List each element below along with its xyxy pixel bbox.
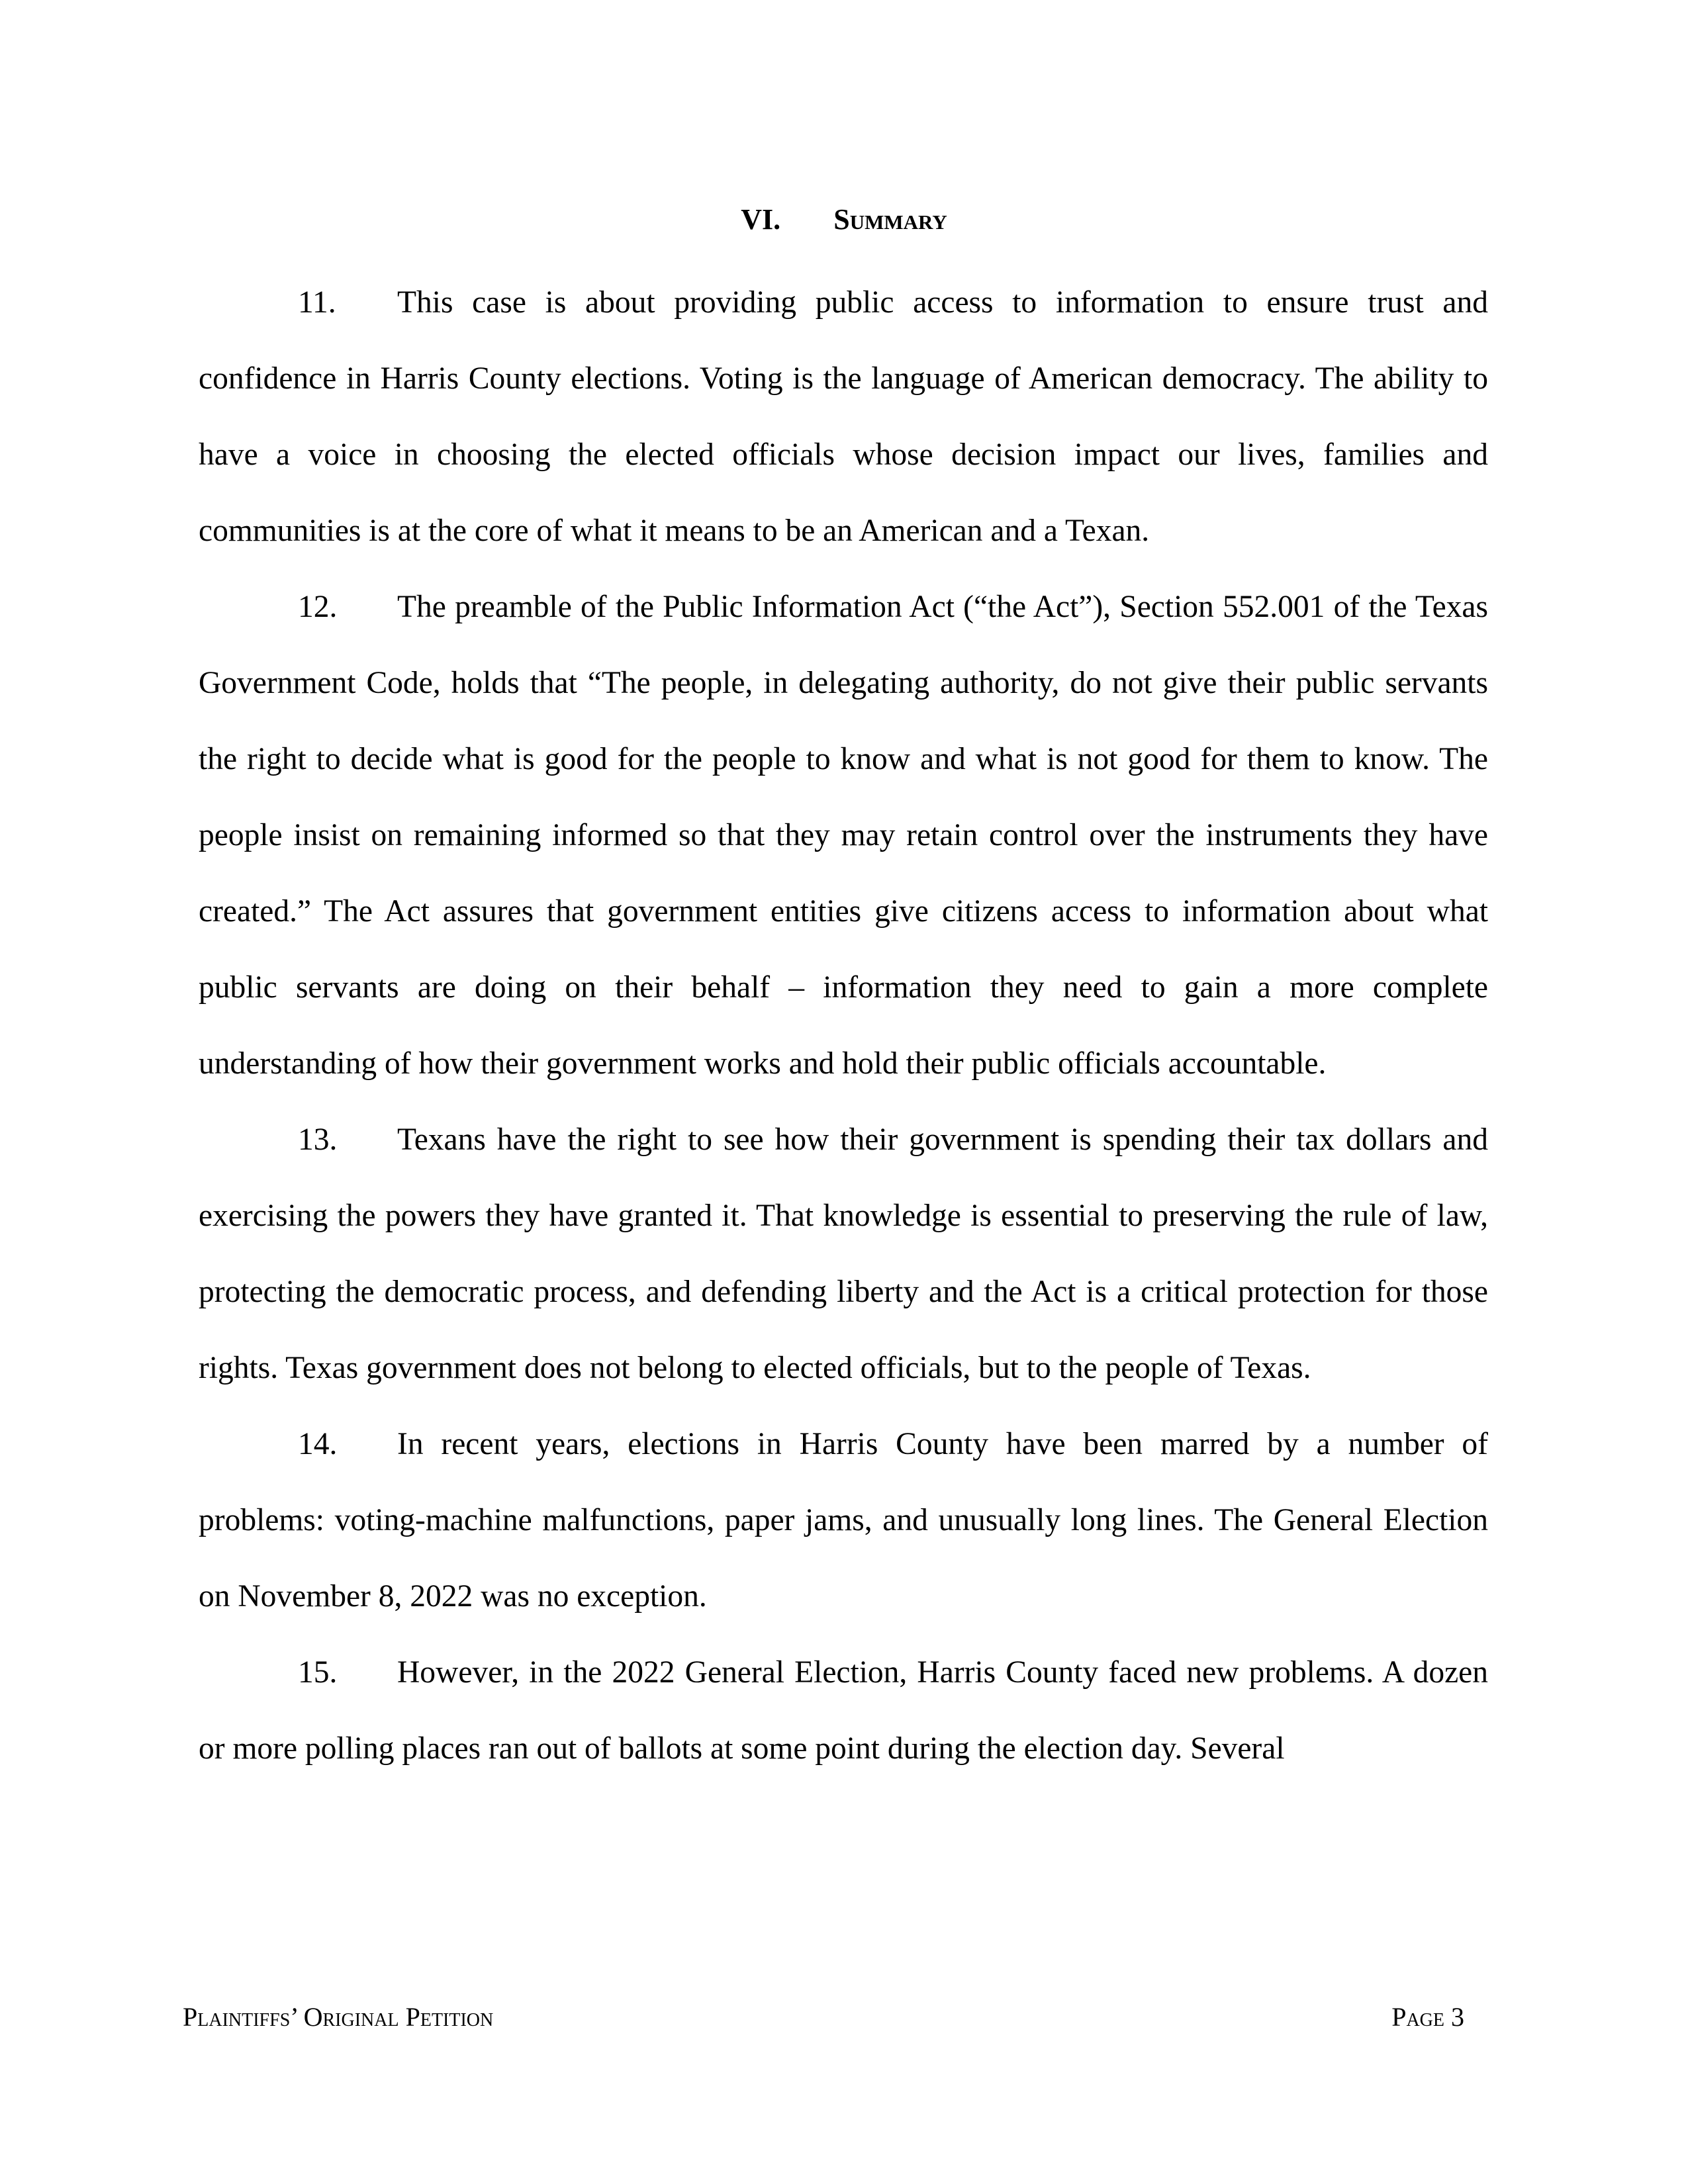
paragraph-text: In recent years, elections in Harris County have been marred by a number of problems: voting-machine malfunctions, paper jams, and unusually long lines. The General Election on November 8, 2022 was no exception.: [199, 1427, 1488, 1614]
section-heading: [0, 196, 1688, 244]
paragraph-14: [199, 1406, 1488, 1635]
paragraph-number: 13.: [298, 1122, 338, 1157]
paragraph-text: This case is about providing public access to information to ensure trust and confidence in Harris County elections. Voting is the language of American democracy. The ability to have a voice in choosing the elected officials whose decision impact our lives, families and communities is at the core of what it means to be an American and a Texan.: [199, 285, 1488, 548]
paragraph-text: Texans have the right to see how their government is spending their tax dollars and exercising the powers they have granted it. That knowledge is essential to preserving the rule of law, protecting the democratic process, and defending liberty and the Act is a critical protection for those rights. Texas government does not belong to elected officials, but to the people of Texas.: [199, 1122, 1488, 1385]
paragraph-number: 14.: [298, 1427, 338, 1461]
paragraph-text: The preamble of the Public Information Act (“the Act”), Section 552.001 of the Texas Government Code, holds that “The people, in delegating authority, do not give their public servants the right to decide what is good for the people to know and what is not good for them to know. The people insist on remaining informed so that they may retain control over the instruments they have created.” The Act assures that government entities give citizens access to information about what public servants are doing on their behalf – information they need to gain a more complete understanding of how their government works and hold their public officials accountable.: [199, 590, 1488, 1081]
paragraph-11: [199, 265, 1488, 569]
paragraph-number: 12.: [298, 590, 338, 624]
paragraph-number: 11.: [298, 285, 336, 320]
section-title: Summary: [833, 203, 947, 236]
paragraph-13: [199, 1102, 1488, 1406]
document-body: [199, 265, 1488, 1787]
paragraph-12: [199, 569, 1488, 1102]
section-number: VI.: [741, 203, 781, 236]
paragraph-number: 15.: [298, 1655, 338, 1690]
paragraph-text: However, in the 2022 General Election, Harris County faced new problems. A dozen or more polling places ran out of ballots at some point during the election day. Several: [199, 1655, 1488, 1766]
footer-document-title: Plaintiffs’ Original Petition: [183, 2002, 494, 2032]
paragraph-15: [199, 1635, 1488, 1787]
footer-page-number: Page 3: [1391, 2002, 1464, 2032]
